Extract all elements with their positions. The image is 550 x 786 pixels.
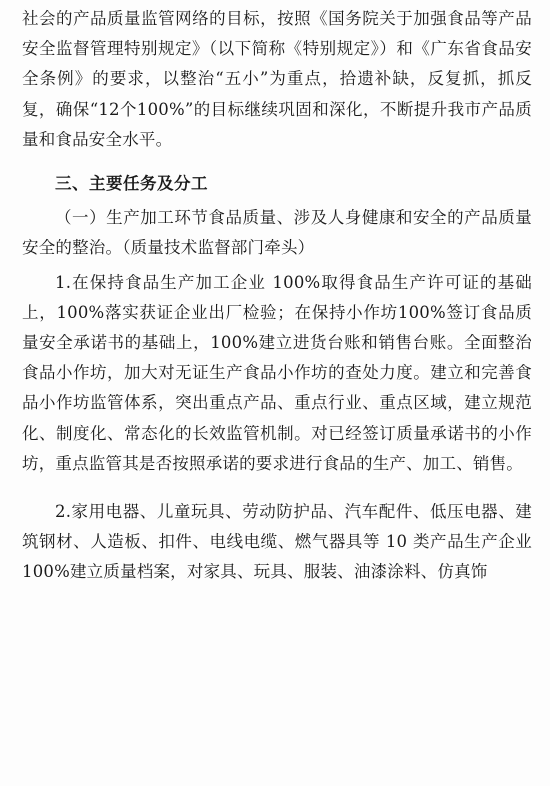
paragraph-item-2: 2.家用电器、儿童玩具、劳动防护品、汽车配件、低压电器、建筑钢材、人造板、扣件、电线电缆、燃气器具等 10 类产品生产企业 100%建立质量档案，对家具、玩具、服装、油漆涂料、仿真饰	[22, 502, 532, 582]
subsection-heading-production: （一）生产加工环节食品质量、涉及人身健康和安全的产品质量安全的整治。（质量技术监督部门牵头）	[22, 208, 532, 258]
document-body	[22, 4, 532, 588]
paragraph-item-1: 1.在保持食品生产加工企业 100%取得食品生产许可证的基础上，100%落实获证企业出厂检验；在保持小作坊100%签订食品质量安全承诺书的基础上，100%建立进货台账和销售台账。全面整治食品小作坊，加大对无证生产食品小作坊的查处力度。建立和完善食品小作坊监管体系，突出重点产品、重点行业、重点区域，建立规范化、制度化、常态化的长效监管机制。对已经签订质量承诺书的小作坊，重点监管其是否按照承诺的要求进行食品的生产、加工、销售。	[22, 272, 532, 473]
section-heading-main-tasks: 三、主要任务及分工	[55, 174, 208, 194]
paragraph-intro: 社会的产品质量监管网络的目标，按照《国务院关于加强食品等产品安全监督管理特别规定》（以下简称《特别规定》）和《广东省食品安全条例》的要求，以整治“五小”为重点，拾遗补缺，反复抓，抓反复，确保“12个100%”的目标继续巩固和深化，不断提升我市产品质量和食品安全水平。	[22, 9, 532, 149]
